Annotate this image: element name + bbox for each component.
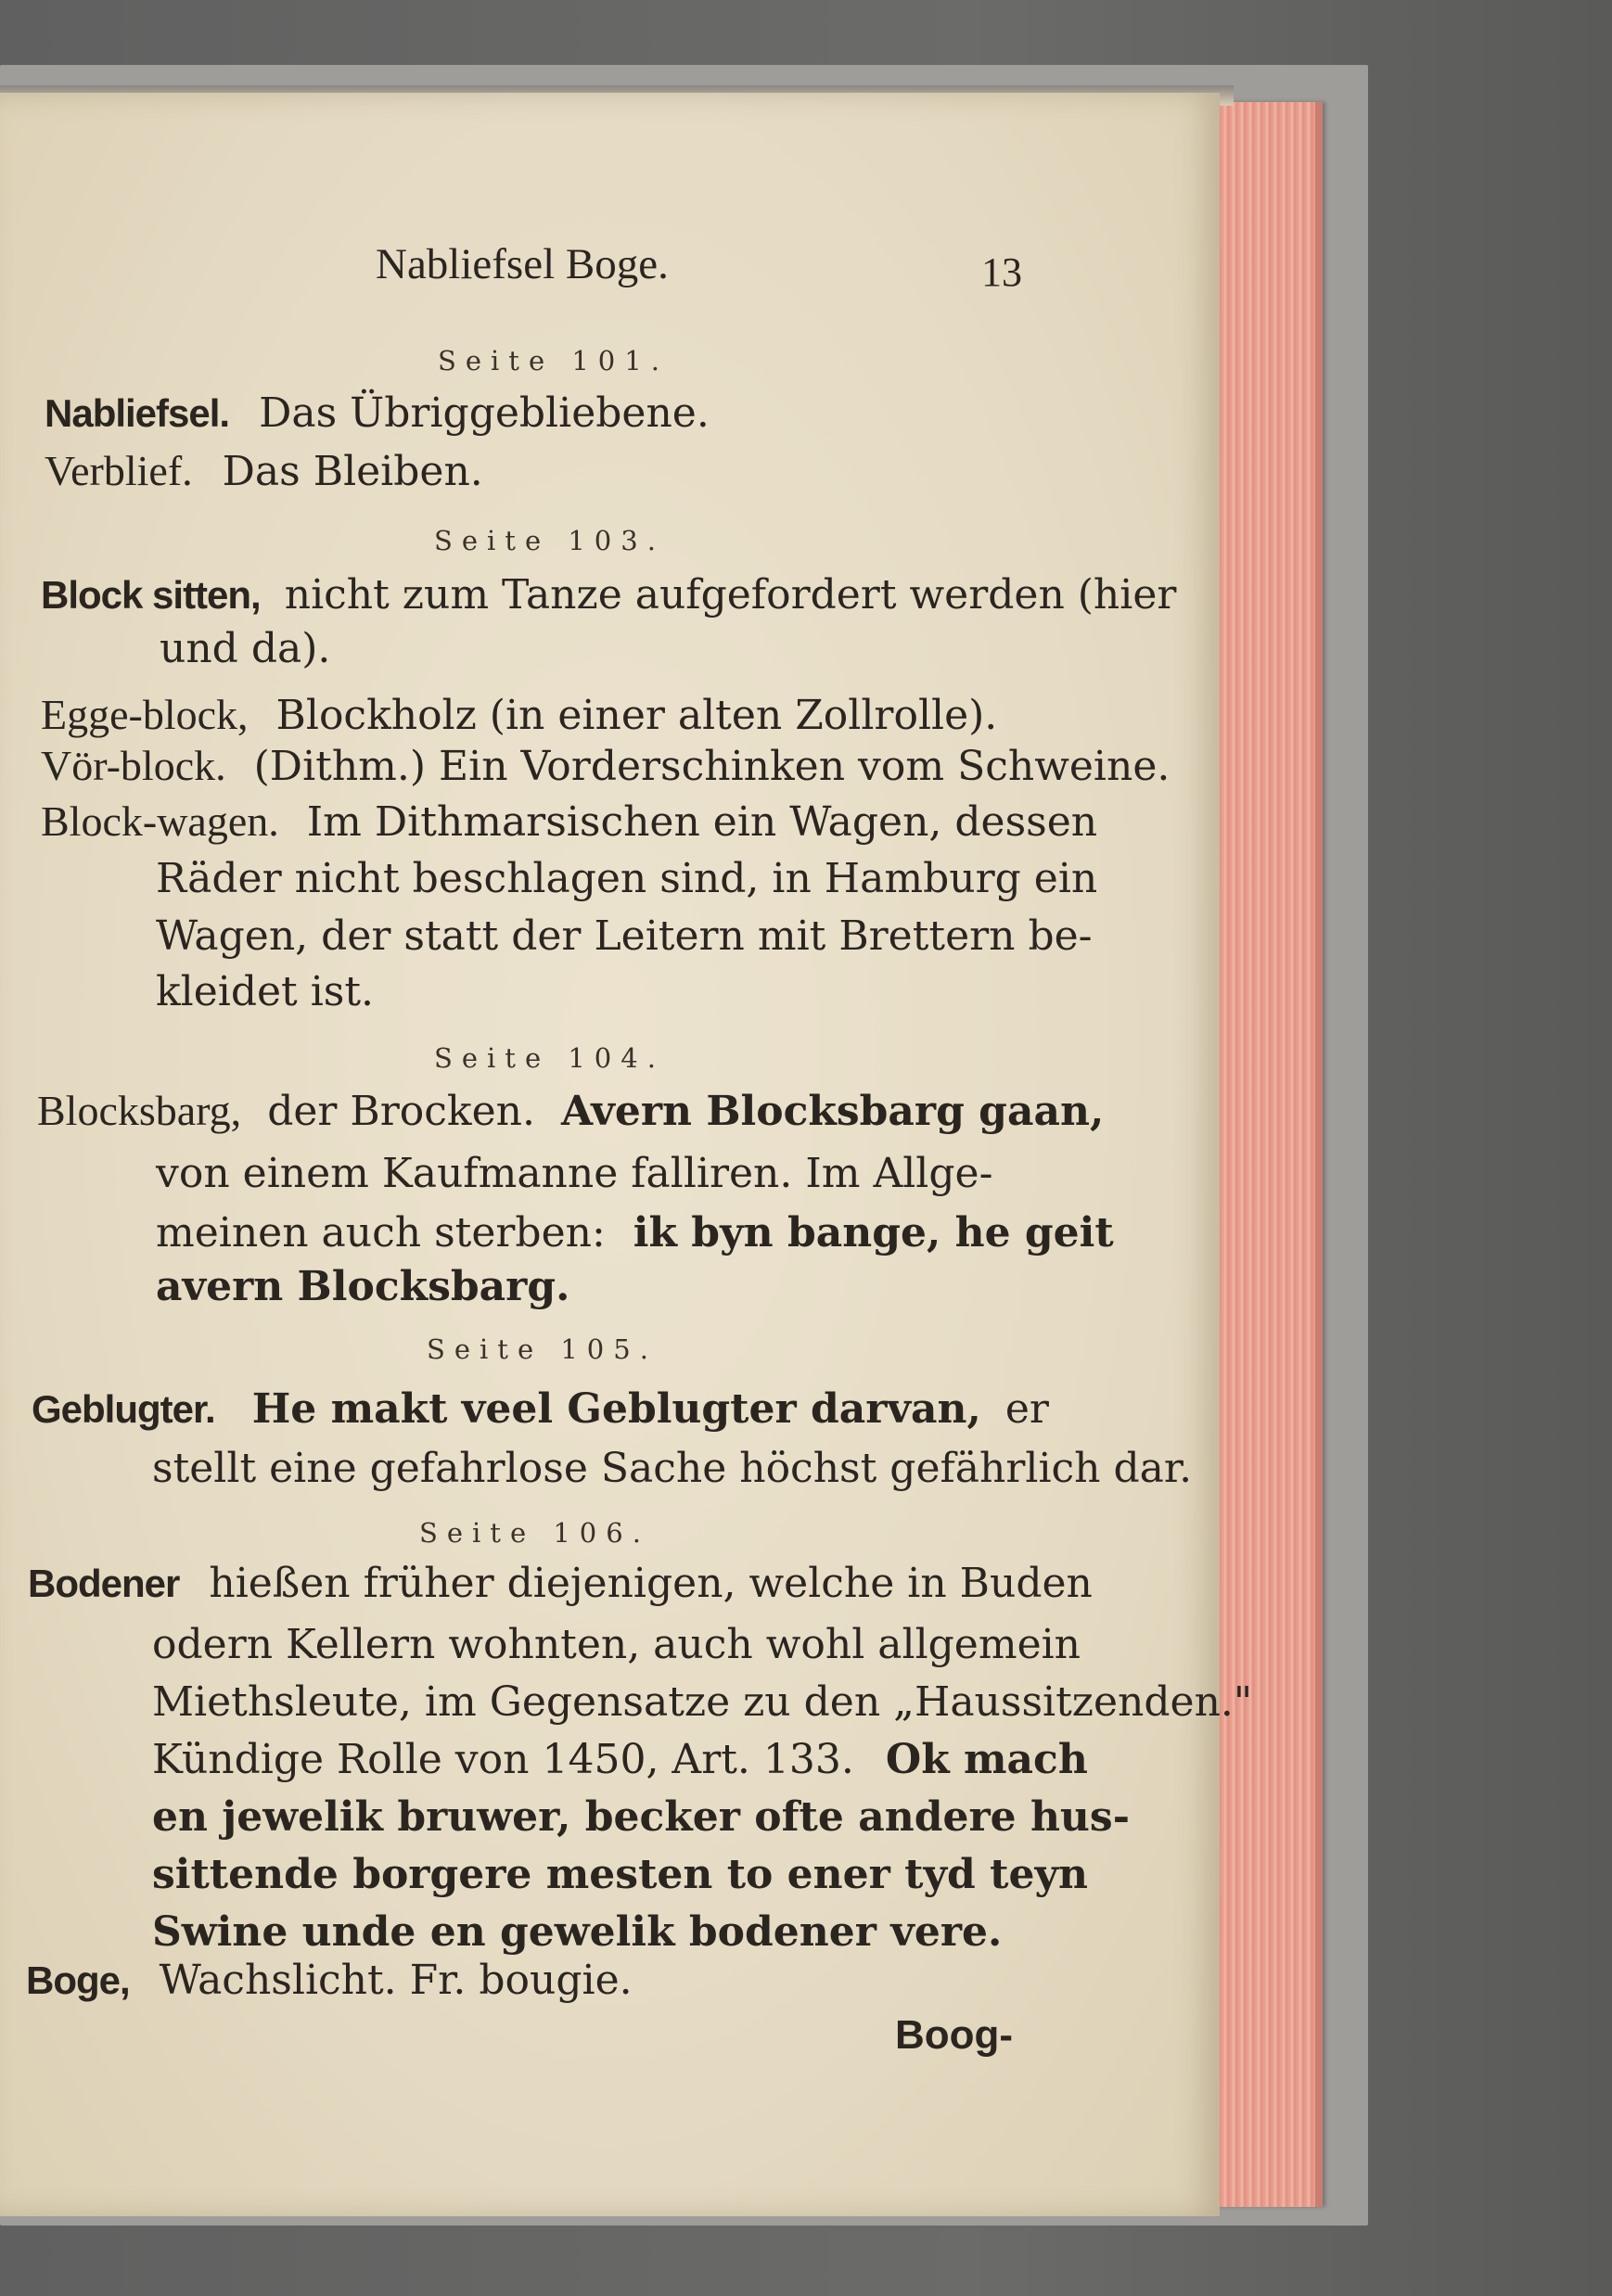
- section-heading: Seite 103.: [434, 525, 665, 556]
- definition: nicht zum Tanze aufgefordert werden (hier: [284, 571, 1177, 619]
- lemma: Block sitten,: [41, 573, 261, 617]
- lemma: Egge-block,: [41, 691, 249, 738]
- definition: Das Übriggebliebene.: [259, 389, 710, 437]
- entry-blocksbarg: [37, 1087, 1104, 1136]
- example-phrase: Ok mach: [885, 1736, 1088, 1783]
- definition: er: [1004, 1385, 1049, 1433]
- example-phrase: en jewelik bruwer, becker ofte andere hus-: [152, 1793, 1130, 1841]
- entry-continuation: von einem Kaufmanne falliren. Im Allge-: [156, 1150, 993, 1197]
- entry-voer-block: [41, 742, 1170, 791]
- lemma: Block-wagen.: [41, 797, 279, 845]
- running-header: Nabliefsel Boge.: [376, 240, 669, 288]
- section-heading: Seite 104.: [434, 1042, 665, 1074]
- example-phrase: He makt veel Geblugter darvan,: [251, 1385, 981, 1433]
- entry-continuation: Miethsleute, im Gegensatze zu den „Haussitzenden.": [152, 1678, 1253, 1726]
- entry-continuation: odern Kellern wohnten, auch wohl allgemein: [152, 1621, 1081, 1668]
- entry-continuation: und da).: [160, 625, 331, 672]
- lemma: Verblief.: [45, 447, 193, 494]
- page-edges: [1206, 102, 1323, 2207]
- entry-verblief: [45, 447, 483, 496]
- entry-continuation: Wagen, der statt der Leitern mit Brettern be-: [156, 912, 1093, 960]
- lemma: Vör-block.: [41, 742, 226, 789]
- section-heading: Seite 105.: [427, 1333, 658, 1365]
- definition: der Brocken.: [267, 1088, 535, 1135]
- entry-bodener: [28, 1560, 1093, 1608]
- entry-continuation: Räder nicht beschlagen sind, in Hamburg ein: [156, 855, 1098, 902]
- example-phrase: sittende borgere mesten to ener tyd teyn: [152, 1851, 1089, 1898]
- section-heading: Seite 101.: [438, 345, 669, 376]
- entry-continuation: kleidet ist.: [156, 968, 375, 1015]
- definition: Kündige Rolle von 1450, Art. 133.: [152, 1736, 854, 1783]
- entry-continuation: [152, 1736, 1088, 1784]
- lemma: Geblugter.: [32, 1387, 215, 1431]
- entry-egge-block: [41, 691, 997, 740]
- lemma: Bodener: [28, 1562, 180, 1605]
- catchword: Boog-: [895, 2012, 1014, 2058]
- definition: Das Bleiben.: [222, 448, 483, 495]
- definition: Wachslicht. Fr. bougie.: [159, 1957, 633, 2004]
- example-phrase: Swine unde en gewelik bodener vere.: [152, 1908, 1003, 1956]
- entry-block-sitten: [41, 571, 1176, 619]
- entry-nabliefsel: [45, 389, 710, 438]
- definition: Im Dithmarsischen ein Wagen, dessen: [306, 798, 1098, 846]
- section-heading: Seite 106.: [419, 1517, 650, 1549]
- example-phrase: Avern Blocksbarg gaan,: [560, 1088, 1105, 1135]
- entry-geblugter: [32, 1385, 1049, 1434]
- entry-block-wagen: [41, 797, 1097, 847]
- definition: meinen auch sterben:: [156, 1209, 606, 1256]
- page-number: 13: [981, 249, 1022, 295]
- entry-boge: [26, 1957, 633, 2005]
- lemma: Nabliefsel.: [45, 391, 230, 435]
- definition: hießen früher diejenigen, welche in Buden: [209, 1560, 1093, 1607]
- entry-continuation: stellt eine gefahrlose Sache höchst gefährlich dar.: [152, 1445, 1193, 1492]
- entry-continuation: [156, 1209, 1114, 1257]
- example-phrase: ik byn bange, he geit: [633, 1209, 1114, 1256]
- lemma: Boge,: [26, 1958, 130, 2002]
- definition: Blockholz (in einer alten Zollrolle).: [275, 692, 998, 739]
- definition: (Dithm.) Ein Vorderschinken vom Schweine.: [253, 743, 1171, 790]
- lemma: Blocksbarg,: [37, 1087, 242, 1134]
- example-phrase: avern Blocksbarg.: [156, 1263, 570, 1310]
